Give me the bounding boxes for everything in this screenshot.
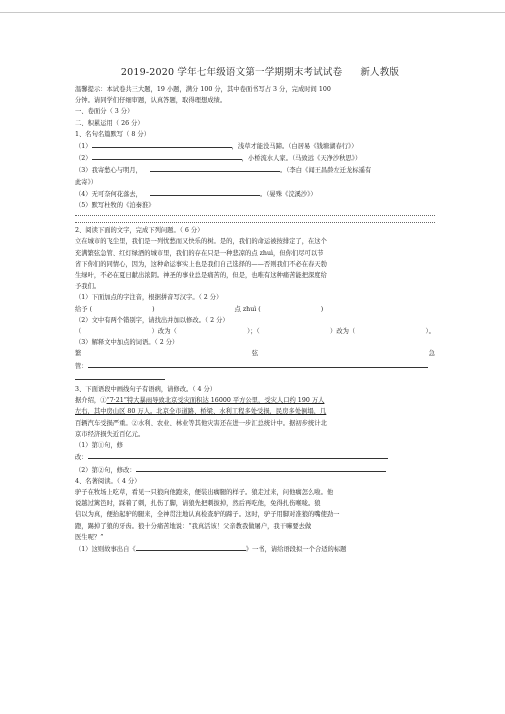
q3-sub-1 (75, 440, 435, 451)
q2-sub-2-answers (75, 326, 435, 337)
question-3-heading: 3、下面语段中画线句子有语病，请修改。（ 4 分） (75, 386, 217, 394)
q2-sub-1-answers (75, 304, 445, 315)
exam-page (75, 64, 445, 555)
q1-item-5: （5）默写杜牧的《泊秦淮》 (75, 202, 155, 210)
q2-passage-3: 省下你们的同情心，因为，这种命运事实上也是我们自己选择的——否则我们不必在春天勃 (75, 260, 327, 268)
q2-1-blank-1[interactable] (92, 304, 155, 313)
q3-1-blank[interactable] (88, 451, 388, 459)
q4-passage-1: 驴子在牧场上吃草，看见一只狼向他跑来，便装出瘸腿的样子。狼走过来，问他瘸怎么啦。他 (75, 488, 334, 496)
q1-4-head: （4）无可奈何花落去， (75, 190, 142, 198)
q2-2-d: ）改为（ (330, 328, 356, 336)
q3-sub-1-answer (75, 451, 445, 463)
q4-passage-5: 医生呢？” (75, 533, 104, 541)
top-rule (0, 12, 505, 13)
q1-5-answer-line-2[interactable] (75, 218, 435, 223)
q1-5-answer-line-1[interactable] (75, 211, 435, 216)
title-text: 2019-2020 学年七年级语文第一学期期末考试试卷 (120, 67, 343, 78)
q2-1-blank-2[interactable] (261, 304, 324, 313)
q1-1-tail: ，浅草才能没马蹄。（白居易《钱塘湖春行》） (231, 143, 358, 151)
question-2-heading: 2、阅读下面的文字，完成下列问题。（ 6 分） (75, 227, 204, 235)
q1-item-1 (75, 140, 445, 152)
q2-3-word-2: 弦 (251, 350, 259, 358)
q2-2-c: ）；（ (247, 328, 260, 336)
q1-4-blank[interactable] (150, 188, 260, 196)
q3-passage-2: 左右，其中房山区 80 万人。北京全市道路、桥梁、水利工程多处受损，民房多处倒塌，几 (75, 408, 327, 416)
q2-sub-1: （1）下面加点的字注音，根据拼音写汉字。（ 2 分） (75, 294, 223, 302)
q1-3-head: （3）我寄愁心与明月， (75, 167, 142, 175)
q2-passage-4: 生绿叶，不必在夏日献出浓阴。神圣的事业总是痛苦的，但是，也唯有这种痛苦能把深度给 (75, 272, 327, 280)
q3-passage-3: 百辆汽车受损严重。②水利、农业、林业等其他灾害还在进一步汇总统计中。据初步统计北 (75, 419, 327, 427)
q1-item-2 (75, 152, 445, 164)
q4-1-a: （1）这则故事出自《 (75, 545, 136, 553)
q3-sub-2 (75, 464, 445, 476)
q3-2-blank[interactable] (136, 464, 386, 472)
q2-1-b: ) (152, 305, 155, 313)
q1-item-4 (75, 188, 445, 200)
q3-passage-1 (75, 395, 445, 406)
q2-extra-line (75, 372, 445, 384)
q1-1-blank[interactable] (92, 140, 232, 148)
q2-2-b: ）改为（ (151, 328, 177, 336)
q2-3-word-4: 管： (75, 362, 88, 370)
q4-passage-3: 信以为真，便抬起驴的腿来，全神贯注地认真检查驴的蹄子。这时，驴子用脚对准狼的嘴使劲一 (75, 511, 340, 519)
q2-3-word-3: 急 (428, 350, 435, 358)
exam-title (75, 64, 445, 78)
q4-sub-1 (75, 543, 445, 555)
notice-line: 温馨提示：本试卷共三大题，19 小题，满分 100 分，其中卷面书写占 3 分，完成时间 100 (75, 86, 331, 93)
q1-2-number: （2） (75, 155, 92, 163)
q1-3-blank[interactable] (150, 164, 280, 172)
q4-1-blank[interactable] (136, 543, 246, 551)
question-1-heading: 1、名句名篇默写（ 8 分） (75, 130, 150, 138)
notice-line-2: 分钟。请同学们仔细审题，认真答题，取得理想成绩。 (75, 97, 227, 105)
question-4-heading: 4、名著阅读。（ 4 分） (75, 477, 141, 485)
q2-1-a: 给予 ( (75, 305, 93, 313)
section-2-heading: 二、积累运用（ 26 分） (75, 119, 144, 127)
q3-p1-underlined: “7·21”特大暴雨导致北京受灾面积达 16000 平方公里，受灾人口约 190 万人 (106, 397, 325, 405)
q2-3-blank[interactable] (88, 360, 428, 368)
q3-2-text: （2）第②句，修改： (75, 466, 136, 474)
q1-item-3 (75, 164, 445, 176)
q3-1-text: （1）第①句，修 (75, 442, 124, 450)
q2-sub-3: （3）解释文中加点的词语。（ 2 分） (75, 339, 179, 347)
q2-2-a: （ (75, 328, 82, 336)
q1-4-tail: 。（晏殊《浣溪沙》） (259, 190, 317, 198)
q2-passage-2: 充满繁弦急管、红灯绿酒的城市里，我们的存在只是一种悲凉的点 zhuì，但你们尽可以节 (75, 249, 324, 257)
q2-sub-3-answer (75, 360, 445, 372)
section-1-heading: 一、卷面分（ 3 分） (75, 108, 134, 116)
q4-passage-2: 说越过篱笆时，踩着了刺，扎伤了脚，请狼先把刺拔掉，然后再吃他，免得扎伤喉咙。狼 (75, 500, 321, 508)
q3-1-text-2: 改： (75, 454, 88, 462)
edition-label: 新人教版 (360, 67, 400, 78)
q3-p1-a: 据介绍，① (75, 397, 107, 405)
q4-passage-4: 蹬，踢掉了狼的牙齿。狼十分痛苦地说：“我真活该！父亲教我做屠户，我干嘛要去做 (75, 522, 312, 530)
q2-passage-1: 立在城市的飞尘里，我们是一列忧愁而又快乐的树。是的，我们的命运被按排定了，在这个 (75, 238, 327, 246)
q1-1-number: （1） (75, 143, 92, 151)
q2-sub-3-words (75, 348, 435, 359)
q1-item-3-cont: 此寄》） (75, 178, 98, 186)
q2-3-word-1: 繁 (75, 350, 82, 358)
q2-1-d: ) (320, 305, 324, 313)
q4-1-b: 》一书，请给语段拟一个合适的标题 (245, 545, 347, 553)
q2-sub-2: （2）文中有两个错别字，请找出并加以修改。（ 2 分） (75, 316, 229, 324)
q2-2-e: ）。 (425, 328, 435, 336)
q2-1-c: 点 zhuì ( (234, 305, 261, 313)
q1-3-tail: 。（李白《闻王昌龄左迁龙标遥有 (279, 167, 372, 175)
q1-2-tail: ，小桥流水人家。（马致远《天净沙秋思》） (241, 155, 362, 163)
q2-3-blank-2[interactable] (75, 372, 165, 380)
q1-2-blank[interactable] (92, 152, 242, 160)
q3-passage-4: 京市经济损失近百亿元。 (75, 430, 145, 438)
q2-passage-5: 予我们。 (75, 283, 101, 291)
